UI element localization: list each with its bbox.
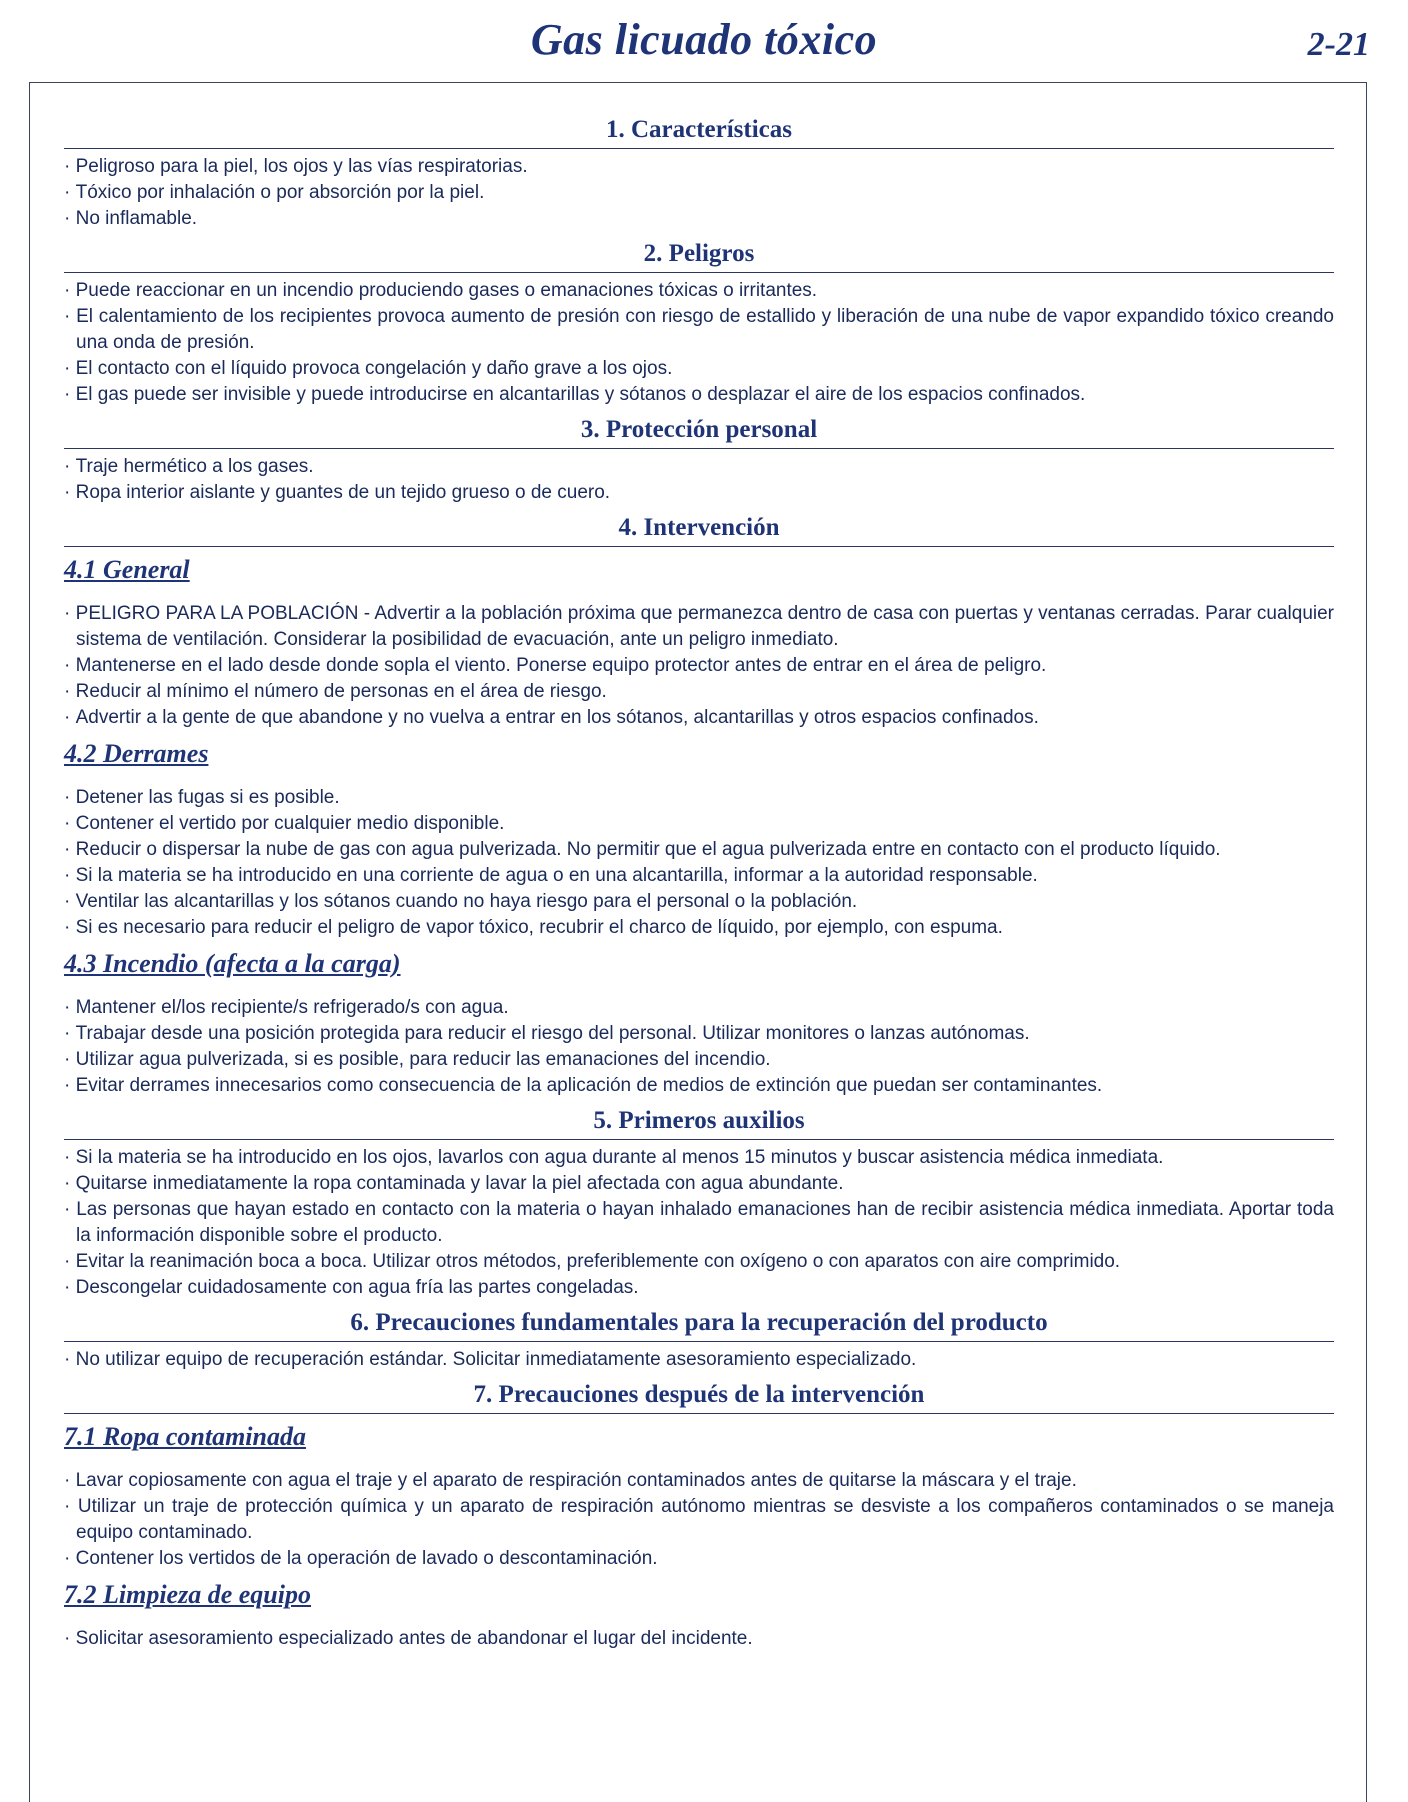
list-item: · Evitar derrames innecesarios como consecuencia de la aplicación de medios de extinción que puedan ser contaminantes. xyxy=(64,1073,1334,1099)
subsection-title: 4.3 Incendio (afecta a la carga) xyxy=(64,949,401,978)
list-item: · Si la materia se ha introducido en una corriente de agua o en una alcantarilla, informar a la autoridad responsable. xyxy=(64,863,1334,889)
item-list xyxy=(64,278,1334,408)
list-item: · Contener los vertidos de la operación de lavado o descontaminación. xyxy=(64,1546,1334,1572)
section-title: 5. Primeros auxilios xyxy=(64,1105,1334,1140)
section-proteccion-personal xyxy=(64,414,1334,506)
subsection-title: 4.1 General xyxy=(64,555,190,584)
section-title: 2. Peligros xyxy=(64,238,1334,273)
section-title: 7. Precauciones después de la intervención xyxy=(64,1379,1334,1414)
item-list xyxy=(64,1468,1334,1572)
list-item: · Descongelar cuidadosamente con agua fría las partes congeladas. xyxy=(64,1275,1334,1301)
section-precauciones-recuperacion xyxy=(64,1307,1334,1373)
list-item: · Si la materia se ha introducido en los ojos, lavarlos con agua durante al menos 15 minutos y buscar asistencia médica inmediata. xyxy=(64,1145,1334,1171)
list-item: · Si es necesario para reducir el peligro de vapor tóxico, recubrir el charco de líquido, por ejemplo, con espuma. xyxy=(64,915,1334,941)
list-item: · Las personas que hayan estado en contacto con la materia o hayan inhalado emanaciones han de recibir asistencia médica inmediata. Aportar toda la información disponible sobre el producto. xyxy=(64,1197,1334,1249)
subsection-title: 4.2 Derrames xyxy=(64,739,209,768)
list-item: · Trabajar desde una posición protegida para reducir el riesgo del personal. Utilizar monitores o lanzas autónomas. xyxy=(64,1021,1334,1047)
list-item: · El calentamiento de los recipientes provoca aumento de presión con riesgo de estallido y liberación de una nube de vapor expandido tóxico creando una onda de presión. xyxy=(64,304,1334,356)
section-peligros xyxy=(64,238,1334,408)
list-item: · Mantenerse en el lado desde donde sopla el viento. Ponerse equipo protector antes de entrar en el área de peligro. xyxy=(64,653,1334,679)
item-list xyxy=(64,785,1334,941)
section-primeros-auxilios xyxy=(64,1105,1334,1301)
section-title: 1. Características xyxy=(64,114,1334,149)
item-list xyxy=(64,154,1334,232)
section-title: 3. Protección personal xyxy=(64,414,1334,449)
item-list xyxy=(64,454,1334,506)
list-item: · Ventilar las alcantarillas y los sótanos cuando no haya riesgo para el personal o la población. xyxy=(64,889,1334,915)
list-item: · Reducir o dispersar la nube de gas con agua pulverizada. No permitir que el agua pulverizada entre en contacto con el producto líquido. xyxy=(64,837,1334,863)
item-list xyxy=(64,1626,1334,1652)
list-item: · Advertir a la gente de que abandone y no vuelva a entrar en los sótanos, alcantarillas y otros espacios confinados. xyxy=(64,705,1334,731)
list-item: · Quitarse inmediatamente la ropa contaminada y lavar la piel afectada con agua abundante. xyxy=(64,1171,1334,1197)
item-list xyxy=(64,995,1334,1099)
list-item: · No utilizar equipo de recuperación estándar. Solicitar inmediatamente asesoramiento especializado. xyxy=(64,1347,1334,1373)
section-intervencion xyxy=(64,512,1334,1099)
subsection-title: 7.1 Ropa contaminada xyxy=(64,1422,306,1451)
list-item: · Reducir al mínimo el número de personas en el área de riesgo. xyxy=(64,679,1334,705)
page-number: 2-21 xyxy=(1307,26,1370,63)
list-item: · Utilizar un traje de protección química y un aparato de respiración autónomo mientras se desviste a los compañeros contaminados o se maneja equipo contaminado. xyxy=(64,1494,1334,1546)
list-item: · No inflamable. xyxy=(64,206,1334,232)
list-item: · PELIGRO PARA LA POBLACIÓN - Advertir a la población próxima que permanezca dentro de casa con puertas y ventanas cerradas. Parar cualquier sistema de ventilación. Considerar la posibilidad de evacuación, ante un peligro inmediato. xyxy=(64,601,1334,653)
list-item: · Solicitar asesoramiento especializado antes de abandonar el lugar del incidente. xyxy=(64,1626,1334,1652)
list-item: · Tóxico por inhalación o por absorción por la piel. xyxy=(64,180,1334,206)
list-item: · Peligroso para la piel, los ojos y las vías respiratorias. xyxy=(64,154,1334,180)
list-item: · Lavar copiosamente con agua el traje y el aparato de respiración contaminados antes de quitarse la máscara y el traje. xyxy=(64,1468,1334,1494)
list-item: · El contacto con el líquido provoca congelación y daño grave a los ojos. xyxy=(64,356,1334,382)
list-item: · Contener el vertido por cualquier medio disponible. xyxy=(64,811,1334,837)
list-item: · Traje hermético a los gases. xyxy=(64,454,1334,480)
list-item: · Utilizar agua pulverizada, si es posible, para reducir las emanaciones del incendio. xyxy=(64,1047,1334,1073)
item-list xyxy=(64,1347,1334,1373)
section-title: 6. Precauciones fundamentales para la recuperación del producto xyxy=(64,1307,1334,1342)
item-list xyxy=(64,1145,1334,1301)
section-caracteristicas xyxy=(64,114,1334,232)
subsection-title: 7.2 Limpieza de equipo xyxy=(64,1580,311,1609)
list-item: · Ropa interior aislante y guantes de un tejido grueso o de cuero. xyxy=(64,480,1334,506)
list-item: · Puede reaccionar en un incendio produciendo gases o emanaciones tóxicas o irritantes. xyxy=(64,278,1334,304)
item-list xyxy=(64,601,1334,731)
page-title: Gas licuado tóxico xyxy=(530,15,878,64)
section-precauciones-despues xyxy=(64,1379,1334,1652)
list-item: · Mantener el/los recipiente/s refrigerado/s con agua. xyxy=(64,995,1334,1021)
section-title: 4. Intervención xyxy=(64,512,1334,547)
document-body xyxy=(64,114,1334,1658)
list-item: · Detener las fugas si es posible. xyxy=(64,785,1334,811)
list-item: · Evitar la reanimación boca a boca. Utilizar otros métodos, preferiblemente con oxígeno o con aparatos con aire comprimido. xyxy=(64,1249,1334,1275)
list-item: · El gas puede ser invisible y puede introducirse en alcantarillas y sótanos o desplazar el aire de los espacios confinados. xyxy=(64,382,1334,408)
